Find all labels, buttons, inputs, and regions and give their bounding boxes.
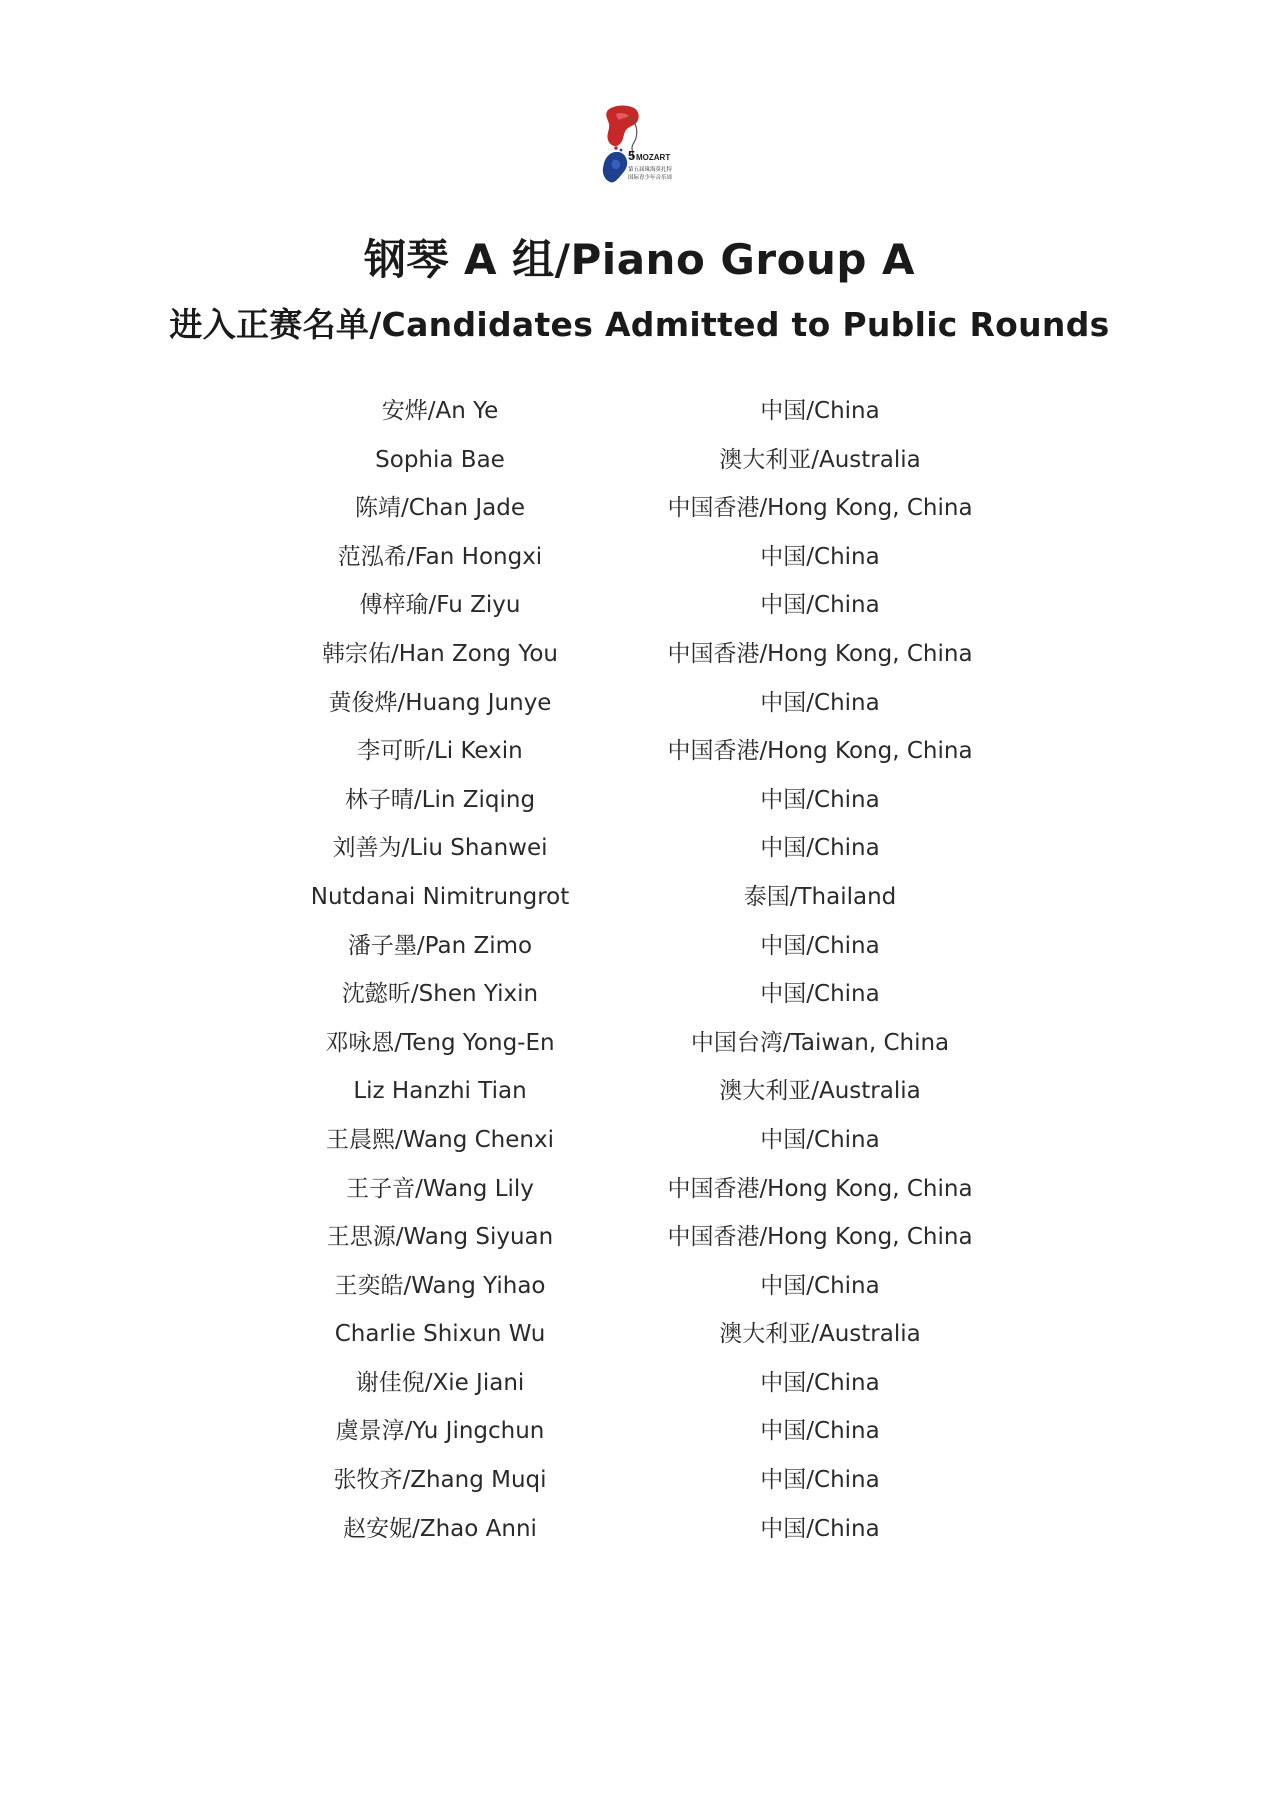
candidate-country: 中国/China (760, 1369, 880, 1396)
candidate-country: 中国/China (760, 1272, 880, 1299)
candidate-name: 林子晴/Lin Ziqing (344, 786, 536, 813)
candidate-country: 澳大利亚/Australia (719, 1321, 921, 1348)
candidate-name: 王子音/Wang Lily (346, 1175, 534, 1202)
candidate-country: 中国/China (760, 689, 880, 716)
logo-number: 5 (628, 148, 636, 163)
candidate-name: Nutdanai Nimitrungrot (310, 883, 570, 910)
list-item (0, 1315, 1279, 1364)
page-subtitle: 进入正赛名单/Candidates Admitted to Public Rounds (169, 305, 1110, 344)
candidate-name: 谢佳倪/Xie Jiani (355, 1369, 525, 1396)
logo-name: MOZART (636, 153, 671, 162)
candidate-country: 中国/China (760, 932, 880, 959)
list-item (0, 586, 1279, 635)
candidate-name: 安烨/An Ye (381, 398, 499, 424)
page-title: 钢琴 A 组/Piano Group A (363, 235, 916, 284)
candidate-name: 王奕皓/Wang Yihao (334, 1272, 546, 1299)
candidate-name: 王晨熙/Wang Chenxi (326, 1126, 554, 1153)
candidate-country: 中国香港/Hong Kong, China (667, 1224, 973, 1251)
candidate-country: 中国/China (760, 835, 880, 862)
candidate-name: 张牧齐/Zhang Muqi (333, 1467, 547, 1494)
candidate-name: 李可昕/Li Kexin (357, 738, 523, 765)
list-item (0, 878, 1279, 927)
candidate-country: 中国/China (760, 1126, 880, 1153)
list-item (0, 538, 1279, 587)
candidate-country: 中国香港/Hong Kong, China (667, 495, 973, 522)
mozart-logo (596, 104, 696, 204)
list-item (0, 1170, 1279, 1219)
candidate-name: 赵安妮/Zhao Anni (343, 1515, 537, 1542)
logo-subtitle-1: 第五届珠海莫扎特 (628, 167, 673, 173)
candidate-country: 泰国/Thailand (743, 883, 897, 910)
list-item (0, 1510, 1279, 1559)
candidate-country: 中国/China (760, 981, 880, 1008)
candidate-country: 中国/China (760, 1418, 880, 1445)
list-item (0, 781, 1279, 830)
candidate-country: 中国/China (760, 786, 880, 813)
candidate-country: 中国/China (760, 543, 880, 570)
list-item (0, 1121, 1279, 1170)
candidate-name: 邓咏恩/Teng Yong-En (325, 1029, 555, 1056)
candidate-name: Sophia Bae (375, 446, 505, 473)
candidate-name: Liz Hanzhi Tian (353, 1078, 527, 1105)
candidate-list (0, 392, 1279, 1558)
candidate-name: 刘善为/Liu Shanwei (332, 835, 548, 862)
list-item (0, 684, 1279, 733)
list-item (0, 927, 1279, 976)
candidate-name: 潘子墨/Pan Zimo (347, 932, 533, 959)
candidate-name: 韩宗佑/Han Zong You (322, 640, 558, 667)
list-item (0, 489, 1279, 538)
candidate-country: 澳大利亚/Australia (719, 1078, 921, 1105)
candidate-name: 沈懿昕/Shen Yixin (341, 981, 539, 1008)
candidate-country: 中国/China (760, 398, 880, 424)
list-item (0, 1024, 1279, 1073)
list-item (0, 1072, 1279, 1121)
candidate-country: 中国香港/Hong Kong, China (667, 1175, 973, 1202)
candidate-country: 中国/China (760, 1515, 880, 1542)
candidate-name: 黄俊烨/Huang Junye (328, 689, 552, 716)
candidate-name: 傅梓瑜/Fu Ziyu (359, 592, 521, 619)
candidate-country: 中国台湾/Taiwan, China (690, 1029, 950, 1056)
list-item (0, 392, 1279, 441)
candidate-country: 中国/China (760, 592, 880, 619)
candidate-country: 中国香港/Hong Kong, China (667, 640, 973, 667)
list-item (0, 975, 1279, 1024)
candidate-country: 中国/China (760, 1467, 880, 1494)
candidate-country: 中国香港/Hong Kong, China (667, 738, 973, 765)
list-item (0, 1364, 1279, 1413)
list-item (0, 732, 1279, 781)
list-item (0, 1412, 1279, 1461)
list-item (0, 829, 1279, 878)
candidate-name: 王思源/Wang Siyuan (326, 1224, 554, 1251)
candidate-name: 陈靖/Chan Jade (355, 495, 525, 522)
candidate-name: 虞景淳/Yu Jingchun (335, 1418, 545, 1445)
mozart-portrait-icon (596, 104, 696, 204)
list-item (0, 441, 1279, 490)
candidate-name: Charlie Shixun Wu (334, 1321, 546, 1348)
list-item (0, 635, 1279, 684)
list-item (0, 1461, 1279, 1510)
candidate-name: 范泓希/Fan Hongxi (337, 543, 543, 570)
candidate-country: 澳大利亚/Australia (719, 446, 921, 473)
logo-subtitle-2: 国际青少年音乐周 (628, 175, 673, 181)
list-item (0, 1218, 1279, 1267)
list-item (0, 1267, 1279, 1316)
